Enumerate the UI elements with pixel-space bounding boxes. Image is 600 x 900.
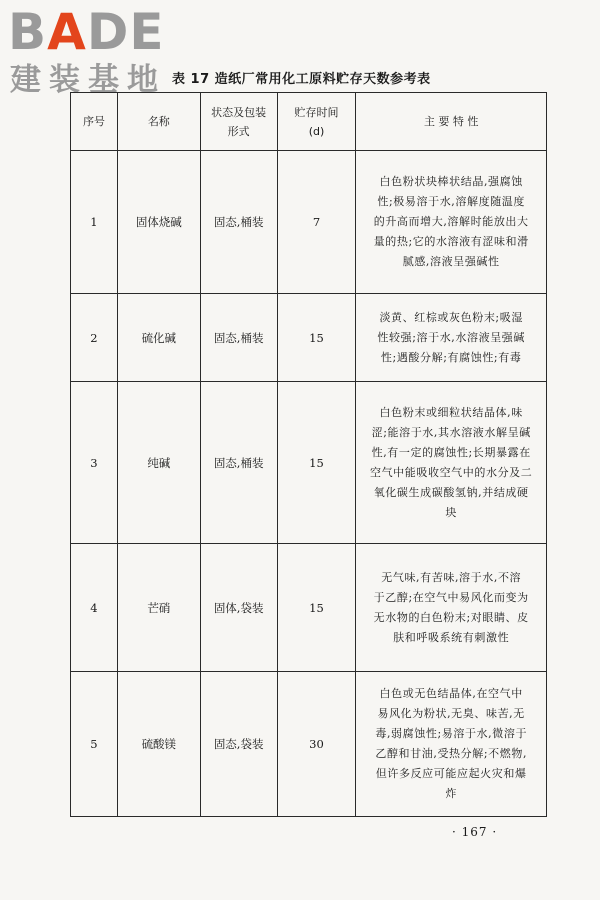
row-days: 15 bbox=[277, 544, 356, 672]
table-row bbox=[71, 294, 547, 382]
row-days: 30 bbox=[277, 672, 356, 817]
property-line: 于乙醇;在空气中易风化而变为 bbox=[373, 590, 529, 604]
property-line: 无气味,有苦味,溶于水,不溶 bbox=[381, 570, 522, 584]
property-line: 白色粉状块棒状结晶,强腐蚀 bbox=[379, 175, 523, 188]
row-days: 7 bbox=[277, 151, 356, 294]
page-number: · 167 · bbox=[452, 825, 498, 839]
row-number: 5 bbox=[71, 672, 118, 817]
row-number: 2 bbox=[71, 294, 118, 382]
property-line: 性,有一定的腐蚀性;长期暴露在 bbox=[371, 445, 531, 459]
property-line: 量的热;它的水溶液有涩味和滑 bbox=[373, 235, 529, 248]
header-name: 名称 bbox=[117, 93, 200, 151]
property-line: 无水物的白色粉末;对眼睛、皮 bbox=[373, 610, 529, 624]
row-name: 固体烧碱 bbox=[117, 151, 200, 294]
table-row bbox=[71, 672, 547, 817]
row-state: 固体,袋装 bbox=[200, 544, 277, 672]
property-line: 空气中能吸收空气中的水分及二 bbox=[369, 465, 533, 479]
property-line: 的升高而增大,溶解时能放出大 bbox=[373, 215, 529, 228]
row-number: 1 bbox=[71, 151, 118, 294]
table-row bbox=[71, 151, 547, 294]
row-days: 15 bbox=[277, 294, 356, 382]
logo-subtitle: 建装基地 bbox=[10, 62, 166, 98]
table-title: 表 17 造纸厂常用化工原料贮存天数参考表 bbox=[172, 72, 431, 87]
property-line: 炸 bbox=[445, 787, 457, 800]
property-line: 白色或无色结晶体,在空气中 bbox=[379, 687, 523, 700]
row-name: 纯碱 bbox=[117, 382, 200, 544]
property-line: 氧化碳生成碳酸氢钠,并结成硬 bbox=[373, 485, 529, 499]
property-line: 块 bbox=[445, 505, 457, 519]
row-number: 3 bbox=[71, 382, 118, 544]
bade-logo bbox=[8, 4, 178, 104]
row-state: 固态,桶装 bbox=[200, 294, 277, 382]
header-days: 贮存时间 (d) bbox=[277, 93, 356, 151]
property-line: 白色粉末或细粒状结晶体,味 bbox=[379, 405, 523, 419]
property-line: 涩;能溶于水,其水溶液水解呈碱 bbox=[371, 425, 531, 439]
table-header-row bbox=[71, 93, 547, 151]
row-name: 芒硝 bbox=[117, 544, 200, 672]
row-name: 硫酸镁 bbox=[117, 672, 200, 817]
header-props: 主 要 特 性 bbox=[356, 93, 547, 151]
row-state: 固态,桶装 bbox=[200, 151, 277, 294]
property-line: 腻感,溶液呈强碱性 bbox=[402, 255, 500, 268]
row-state: 固态,桶装 bbox=[200, 382, 277, 544]
row-state: 固态,袋装 bbox=[200, 672, 277, 817]
row-properties bbox=[356, 294, 547, 382]
property-line: 性较强;溶于水,水溶液呈强碱 bbox=[377, 330, 525, 344]
property-line: 淡黄、红棕或灰色粉末;吸湿 bbox=[379, 310, 523, 324]
logo-wordmark: BADE bbox=[8, 3, 165, 61]
property-line: 毒,弱腐蚀性;易溶于水,微溶于 bbox=[375, 727, 528, 740]
header-no: 序号 bbox=[71, 93, 118, 151]
row-properties bbox=[356, 151, 547, 294]
row-properties bbox=[356, 382, 547, 544]
row-properties bbox=[356, 544, 547, 672]
property-line: 但许多反应可能应起火灾和爆 bbox=[375, 767, 527, 780]
row-properties bbox=[356, 672, 547, 817]
header-state: 状态及包装 形式 bbox=[200, 93, 277, 151]
property-line: 乙醇和甘油,受热分解;不燃物, bbox=[375, 747, 528, 760]
property-line: 性;极易溶于水,溶解度随温度 bbox=[377, 195, 525, 208]
property-line: 易风化为粉状,无臭、味苦,无 bbox=[377, 707, 525, 720]
row-name: 硫化碱 bbox=[117, 294, 200, 382]
property-line: 性;遇酸分解;有腐蚀性;有毒 bbox=[380, 350, 522, 364]
table-row bbox=[71, 544, 547, 672]
storage-days-table bbox=[70, 92, 547, 817]
row-days: 15 bbox=[277, 382, 356, 544]
table-row bbox=[71, 382, 547, 544]
row-number: 4 bbox=[71, 544, 118, 672]
property-line: 肤和呼吸系统有刺激性 bbox=[393, 630, 510, 644]
